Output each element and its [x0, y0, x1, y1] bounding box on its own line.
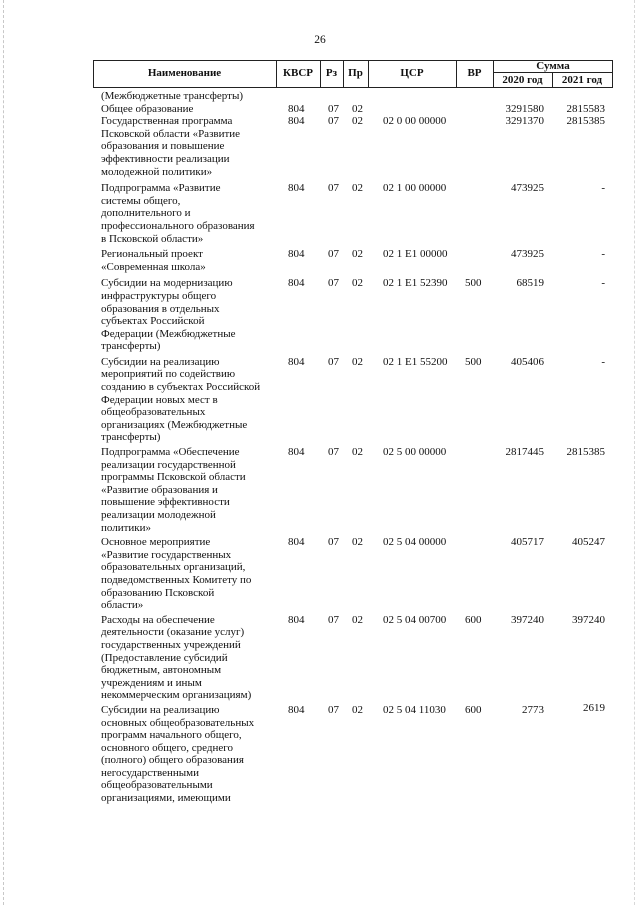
row-sum-2020: 3291580 — [505, 102, 544, 115]
row-sum-2020: 397240 — [511, 613, 544, 626]
row-sum-2020: 2817445 — [505, 446, 544, 459]
row-vr: 500 — [465, 355, 482, 368]
row-pr: 02 — [352, 536, 363, 549]
row-pr: 02 — [352, 355, 363, 368]
row-rz: 07 — [328, 277, 339, 290]
row-kvsr: 804 — [288, 102, 305, 115]
row-sum-2021: 2815385 — [566, 446, 605, 459]
header-name: Наименование — [147, 67, 222, 79]
row-sum-2020: 68519 — [516, 277, 544, 290]
row-name: Подпрограмма «Обеспечение реализации государственной программы Псковской области «Развитие образования и повышение эффективности реализации молодежной политики» — [101, 446, 246, 534]
table-row — [0, 356, 640, 444]
header-sum: Сумма — [536, 60, 570, 72]
header-csr: ЦСР — [400, 67, 424, 79]
row-csr: 02 1 E1 52390 — [383, 277, 448, 290]
row-rz: 07 — [328, 102, 339, 115]
row-sum-2021: 405247 — [572, 536, 605, 549]
row-pr: 02 — [352, 613, 363, 626]
row-vr: 500 — [465, 277, 482, 290]
row-sum-2021: 2619 — [583, 701, 605, 714]
row-name: Подпрограмма «Развитие системы общего, дополнительного и профессионального образования в Псковской области» — [101, 182, 255, 245]
row-name: Региональный проект «Современная школа» — [101, 248, 206, 273]
header-kvsr: КВСР — [283, 67, 313, 79]
header-2021: 2021 год — [561, 74, 603, 86]
row-sum-2021: 2815385 — [566, 115, 605, 128]
row-pr: 02 — [352, 115, 363, 128]
table-row — [0, 614, 640, 702]
page-number: 26 — [314, 34, 326, 46]
row-sum-2021: - — [601, 355, 605, 368]
table-row — [0, 103, 640, 116]
row-pr: 02 — [352, 703, 363, 716]
header-rz: Рз — [325, 67, 338, 79]
table-row — [0, 277, 640, 353]
header-pr: Пр — [348, 67, 363, 79]
row-name: Субсидии на реализацию мероприятий по содействию созданию в субъектах Российской Федерации новых мест в общеобразовательных организациях (Межбюджетные трансферты) — [101, 355, 261, 444]
row-sum-2021: - — [601, 182, 605, 195]
row-rz: 07 — [328, 446, 339, 459]
row-name: Общее образование — [101, 102, 194, 115]
row-rz: 07 — [328, 703, 339, 716]
table-row — [0, 248, 640, 273]
table-body — [0, 90, 640, 805]
row-csr: 02 0 00 00000 — [383, 115, 447, 128]
row-name: Государственная программа Псковской области «Развитие образования и повышение эффективности реализации молодежной политики» — [101, 115, 241, 178]
row-sum-2021: - — [601, 277, 605, 290]
row-csr: 02 5 04 00000 — [383, 536, 447, 549]
row-kvsr: 804 — [288, 536, 305, 549]
row-sum-2020: 2773 — [522, 703, 544, 716]
row-rz: 07 — [328, 536, 339, 549]
row-csr: 02 1 00 00000 — [383, 182, 447, 195]
table-row — [0, 536, 640, 612]
row-sum-2020: 473925 — [511, 248, 544, 261]
row-rz: 07 — [328, 248, 339, 261]
row-pr: 02 — [352, 248, 363, 261]
row-rz: 07 — [328, 115, 339, 128]
row-csr: 02 5 04 00700 — [383, 613, 447, 626]
row-rz: 07 — [328, 355, 339, 368]
row-csr: 02 5 04 11030 — [383, 703, 446, 716]
row-csr: 02 5 00 00000 — [383, 446, 447, 459]
row-kvsr: 804 — [288, 277, 305, 290]
row-sum-2021: - — [601, 248, 605, 261]
header-vr: ВР — [467, 67, 482, 79]
row-name: Расходы на обеспечение деятельности (оказание услуг) государственных учреждений (Предоставление субсидий бюджетным, автономным учреждениям и иным некоммерческим организациям) — [101, 613, 252, 702]
row-sum-2021: 2815583 — [566, 102, 605, 115]
row-kvsr: 804 — [288, 115, 305, 128]
row-rz: 07 — [328, 613, 339, 626]
row-name: Основное мероприятие «Развитие государственных образовательных организаций, подведомственных Комитету по образованию Псковской области» — [101, 536, 252, 612]
header-2020: 2020 год — [502, 74, 543, 86]
row-kvsr: 804 — [288, 703, 305, 716]
row-kvsr: 804 — [288, 355, 305, 368]
row-name: (Межбюджетные трансферты) — [101, 90, 243, 102]
row-sum-2020: 405406 — [511, 355, 544, 368]
row-kvsr: 804 — [288, 446, 305, 459]
table-row — [0, 701, 640, 805]
row-kvsr: 804 — [288, 248, 305, 261]
table-row — [0, 90, 640, 103]
row-sum-2020: 473925 — [511, 182, 544, 195]
table-header — [93, 60, 613, 88]
row-sum-2020: 3291370 — [505, 115, 544, 128]
row-pr: 02 — [352, 277, 363, 290]
row-kvsr: 804 — [288, 182, 305, 195]
table-row — [0, 446, 640, 534]
row-rz: 07 — [328, 182, 339, 195]
row-csr: 02 1 E1 55200 — [383, 355, 448, 368]
table-row — [0, 182, 640, 245]
table-row — [0, 115, 640, 178]
row-pr: 02 — [352, 446, 363, 459]
row-vr: 600 — [465, 613, 482, 626]
row-vr: 600 — [465, 703, 482, 716]
row-pr: 02 — [352, 182, 363, 195]
row-name: Субсидии на реализацию основных общеобразовательных программ начального общего, основного общего, среднего (полного) общего образования негосударственными общеобразовательными организациями, имеющими — [101, 703, 255, 805]
row-sum-2021: 397240 — [572, 613, 605, 626]
row-sum-2020: 405717 — [511, 536, 544, 549]
row-csr: 02 1 E1 00000 — [383, 248, 448, 261]
row-name: Субсидии на модернизацию инфраструктуры общего образования в отдельных субъектах Российской Федерации (Межбюджетные трансферты) — [101, 277, 236, 353]
row-pr: 02 — [352, 102, 363, 115]
row-kvsr: 804 — [288, 613, 305, 626]
